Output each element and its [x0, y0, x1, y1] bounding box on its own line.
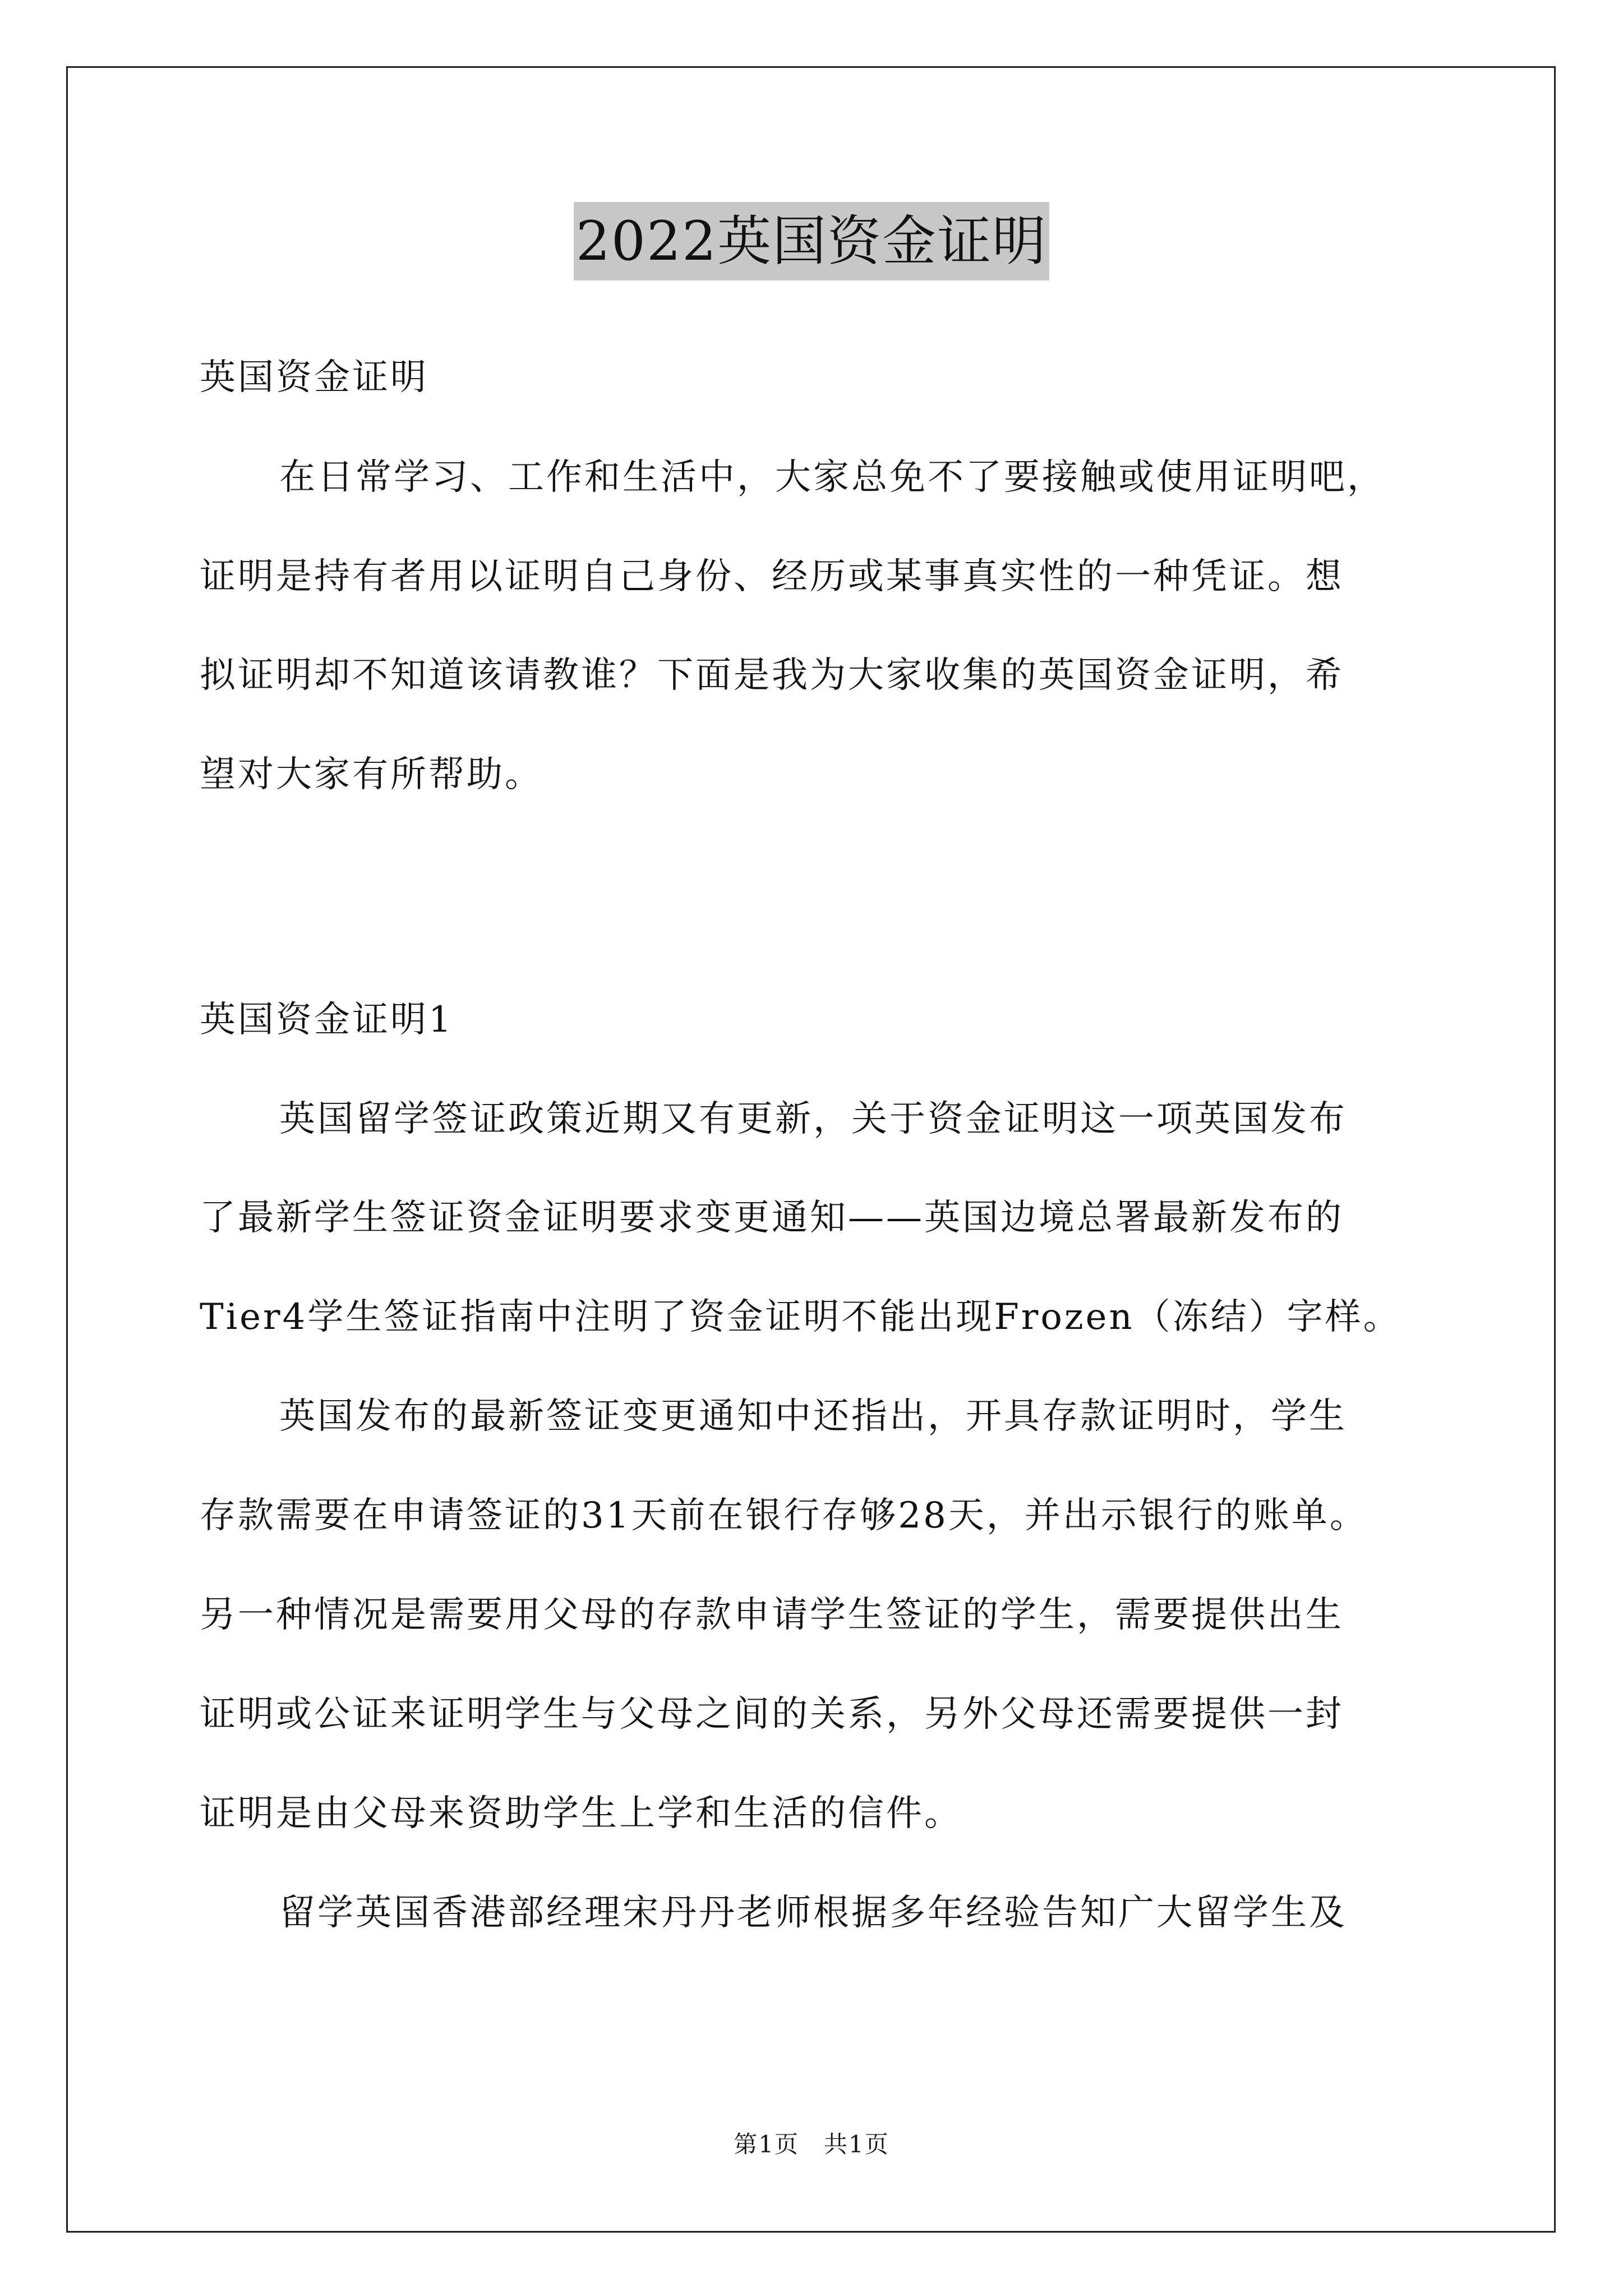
document-title: 2022英国资金证明	[574, 202, 1049, 280]
section-heading: 英国资金证明	[200, 357, 428, 398]
paragraph-line: 留学英国香港部经理宋丹丹老师根据多年经验告知广大留学生及	[279, 1892, 1347, 1934]
paragraph-line: 存款需要在申请签证的31天前在银行存够28天，并出示银行的账单。	[200, 1495, 1368, 1536]
paragraph-line: 了最新学生签证资金证明要求变更通知——英国边境总署最新发布的	[200, 1197, 1344, 1239]
paragraph-line: 证明是持有者用以证明自己身份、经历或某事真实性的一种凭证。想	[200, 556, 1344, 597]
paragraph-line: 望对大家有所帮助。	[200, 754, 543, 795]
paragraph-line: 证明是由父母来资助学生上学和生活的信件。	[200, 1793, 962, 1834]
section-heading: 英国资金证明1	[200, 999, 454, 1041]
page-footer: 第1页 共1页	[734, 2131, 889, 2158]
paragraph-line: 拟证明却不知道该请教谁？下面是我为大家收集的英国资金证明，希	[200, 655, 1344, 696]
paragraph-line: 另一种情况是需要用父母的存款申请学生签证的学生，需要提供出生	[200, 1594, 1344, 1636]
paragraph-line: 英国留学签证政策近期又有更新，关于资金证明这一项英国发布	[279, 1098, 1347, 1140]
paragraph-line: 在日常学习、工作和生活中，大家总免不了要接触或使用证明吧，	[279, 457, 1385, 498]
title-container	[0, 202, 1623, 280]
paragraph-line: 英国发布的最新签证变更通知中还指出，开具存款证明时，学生	[279, 1396, 1347, 1437]
paragraph-line: Tier4学生签证指南中注明了资金证明不能出现Frozen（冻结）字样。	[200, 1296, 1401, 1338]
paragraph-line: 证明或公证来证明学生与父母之间的关系，另外父母还需要提供一封	[200, 1694, 1344, 1735]
